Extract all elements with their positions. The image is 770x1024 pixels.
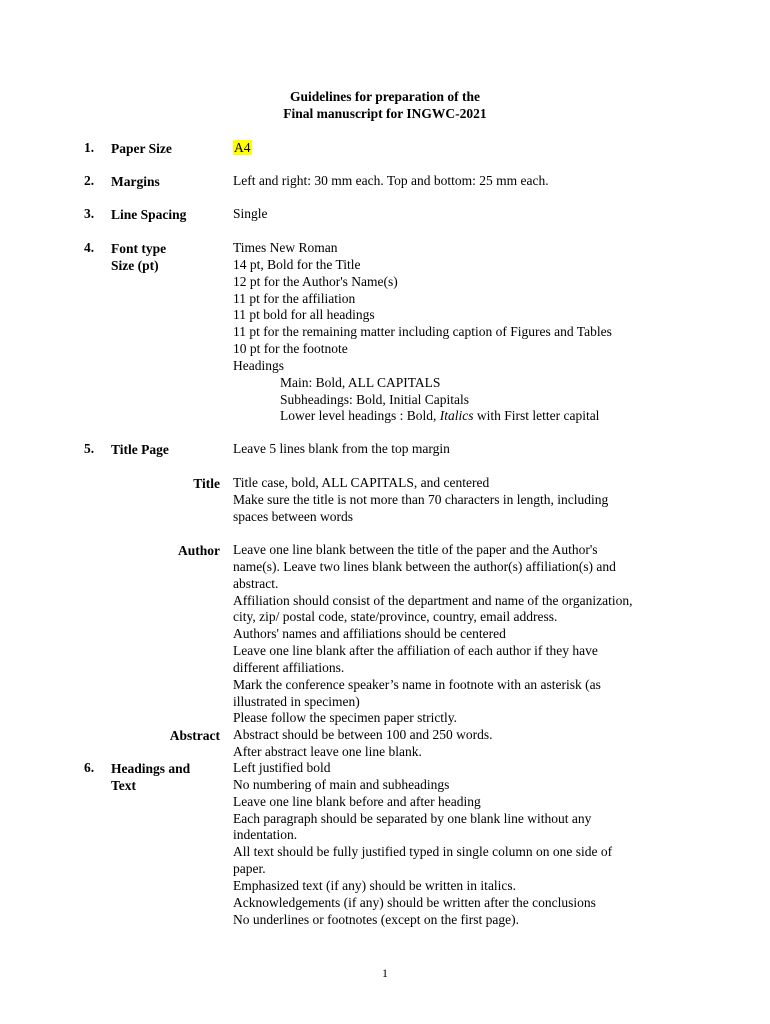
- heading-lower-rule: [233, 408, 703, 425]
- list-item: Abstract should be between 100 and 250 words.: [233, 727, 493, 742]
- section-4-content: [233, 240, 703, 425]
- heading-lower-pre: Lower level headings : Bold,: [280, 408, 440, 424]
- section-6-number: 6.: [84, 760, 95, 775]
- section-3-label: Line Spacing: [111, 207, 187, 222]
- list-item: indentation.: [233, 827, 298, 843]
- list-item: name(s). Leave two lines blank between the author(s) affiliation(s) and: [233, 558, 616, 574]
- heading-sub-rule: Subheadings: Bold, Initial Capitals: [280, 391, 469, 407]
- list-item: 12 pt for the Author's Name(s): [233, 273, 398, 289]
- abstract-sublabel: Abstract: [169, 728, 220, 743]
- list-item: 14 pt, Bold for the Title: [233, 256, 361, 272]
- list-item: Each paragraph should be separated by one blank line without any: [233, 810, 592, 826]
- list-item: Please follow the specimen paper strictly.: [233, 710, 458, 726]
- heading-lower-post: with First letter capital: [473, 408, 600, 424]
- section-4-label: [111, 240, 166, 274]
- list-item: 11 pt for the affiliation: [233, 290, 356, 306]
- section-5-label: Title Page: [111, 442, 169, 457]
- section-4-label-line-2: Size (pt): [111, 258, 159, 273]
- list-item: Authors' names and affiliations should be centered: [233, 626, 506, 642]
- list-item: Left justified bold: [233, 760, 331, 775]
- heading-lower-italic: Italics: [439, 408, 474, 424]
- section-6-label: [111, 760, 190, 794]
- title-page-value: Leave 5 lines blank from the top margin: [233, 441, 450, 456]
- list-item: No numbering of main and subheadings: [233, 776, 450, 792]
- section-5-content: [233, 441, 703, 458]
- margins-value: Left and right: 30 mm each. Top and bottom: 25 mm each.: [233, 173, 549, 188]
- list-item: Title case, bold, ALL CAPITALS, and centered: [233, 475, 490, 490]
- heading-main-rule: Main: Bold, ALL CAPITALS: [280, 374, 441, 390]
- title-rules: [233, 475, 703, 526]
- list-item: Mark the conference speaker’s name in footnote with an asterisk (as: [233, 676, 601, 692]
- section-5-number: 5.: [84, 441, 95, 456]
- list-item: Leave one line blank before and after heading: [233, 793, 481, 809]
- section-6-label-line-1: Headings and: [111, 761, 191, 776]
- line-spacing-value: Single: [233, 206, 268, 221]
- list-item: Times New Roman: [233, 240, 338, 255]
- list-item: Leave one line blank after the affiliation of each author if they have: [233, 643, 598, 659]
- list-item: Acknowledgements (if any) should be written after the conclusions: [233, 894, 596, 910]
- title-line-1: Guidelines for preparation of the: [289, 89, 480, 104]
- list-item: Emphasized text (if any) should be written in italics.: [233, 877, 517, 893]
- list-item: spaces between words: [233, 508, 353, 524]
- section-2-label: Margins: [111, 174, 160, 189]
- abstract-rules: [233, 727, 703, 761]
- list-item: Leave one line blank between the title of the paper and the Author's: [233, 542, 598, 557]
- list-item: No underlines or footnotes (except on the first page).: [233, 911, 520, 927]
- paper-size-value: A4: [234, 140, 251, 155]
- list-item: Make sure the title is not more than 70 characters in length, including: [233, 491, 609, 507]
- section-2-number: 2.: [84, 173, 95, 188]
- list-item: paper.: [233, 861, 266, 877]
- list-item: Headings: [233, 357, 284, 373]
- section-4-number: 4.: [84, 240, 95, 255]
- section-4-label-line-1: Font type: [111, 241, 167, 256]
- author-rules: [233, 542, 703, 727]
- title-sublabel: Title: [193, 476, 220, 491]
- list-item: different affiliations.: [233, 659, 345, 675]
- section-6-label-line-2: Text: [111, 778, 137, 793]
- title-line-2: Final manuscript for INGWC-2021: [283, 106, 487, 121]
- section-2-content: [233, 173, 703, 190]
- list-item: Affiliation should consist of the department and name of the organization,: [233, 592, 633, 608]
- section-3-number: 3.: [84, 206, 95, 221]
- list-item: city, zip/ postal code, state/province, country, email address.: [233, 609, 558, 625]
- list-item: 11 pt bold for all headings: [233, 307, 375, 323]
- author-sublabel: Author: [177, 543, 220, 558]
- list-item: abstract.: [233, 575, 279, 591]
- list-item: 11 pt for the remaining matter including caption of Figures and Tables: [233, 324, 612, 340]
- document-title: [0, 88, 770, 122]
- list-item: After abstract leave one line blank.: [233, 743, 422, 759]
- list-item: 10 pt for the footnote: [233, 341, 348, 357]
- section-1-number: 1.: [84, 140, 95, 155]
- section-1-label: Paper Size: [111, 141, 172, 156]
- section-6-content: [233, 760, 703, 928]
- section-3-content: [233, 206, 703, 223]
- list-item: All text should be fully justified typed in single column on one side of: [233, 844, 613, 860]
- list-item: illustrated in specimen): [233, 693, 360, 709]
- page-number: 1: [382, 966, 388, 980]
- section-1-content: [233, 140, 703, 157]
